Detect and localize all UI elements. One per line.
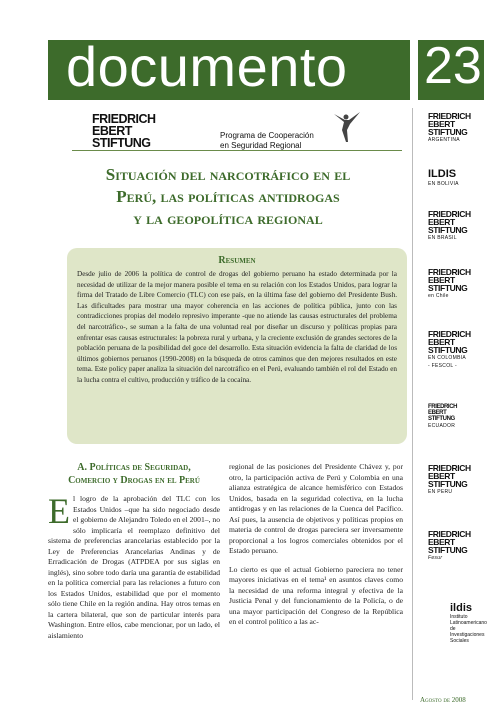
sidebar-logo-peru [428,464,498,496]
sidebar-ildis-label: ILDIS [428,168,457,180]
sidebar-logo-line: EBERT [428,217,455,227]
title-line3: y la geopolítica regional [133,209,323,228]
sidebar-logo-line: EBERT [428,537,455,547]
sidebar-logo-line: FRIEDRICH [428,111,471,121]
summary-text: Desde julio de 2006 la política de control de drogas del gobierno peruano ha estado determinada por la necesidad de utilizar de la mejor manera posible el tema en su relación con los Estados Unidos, para lograr la firma del Tratado de Libre Comercio (TLC) con ese país, en la última fase del gobierno del Presidente Bush. Las dificultades para mostrar una mayor coherencia en las acciones de política pública, junto con las contradicciones propias del modelo represivo imperante -que no atiende las causas estructurales del problema del narcotráfico-, se suman a la falta de una voluntad real por diseñar un discurso y políticas propias para enfrentar esas causas estructurales: la pobreza rural y urbana, y la creciente exclusión de grandes sectores de la población peruana de la posibilidad del goce del desarrollo. Esta situación evidencia la falta de claridad de los últimos gobiernos peruanos (1990-2008) en la búsqueda de otros caminos que den mejores resultados en este tema. Este policy paper analiza la situación del narcotráfico en el Perú, evaluando también el rol del Estado en la lucha contra el cultivo, producción y tráfico de la cocaína. [77,270,397,384]
sidebar-logo-colombia [428,330,498,370]
section-heading [48,461,220,487]
dove-figure-icon [330,108,362,146]
body-column-1 [48,491,220,641]
sidebar-logo-line: STIFTUNG [428,127,468,137]
sidebar-logo-suffix: - FESCOL - [428,363,457,369]
sidebar-logo-line: STIFTUNG [428,345,468,355]
fes-logo [92,113,156,149]
header-divider [72,150,402,151]
sidebar-ildis-subtitle: Instituto Latinoamericano de Investigaciones Sociales [450,614,487,644]
sidebar-logo-line: STIFTUNG [428,545,468,555]
sidebar-logo-ildis [428,602,498,644]
sidebar-logo-line: FRIEDRICH [428,267,471,277]
title-line2: Perú, las políticas antidrogas [116,187,340,206]
sidebar-logo-country: EN PERU [428,489,453,495]
sidebar-logo-line: FRIEDRICH [428,529,471,539]
sidebar-logo-uruguay [428,530,498,562]
fes-logo-line1: FRIEDRICH [92,112,156,126]
program-label [220,131,314,151]
sidebar-ildis-label: ildis [450,602,473,614]
sidebar-logo-line: EBERT [428,119,455,129]
title-line1: Situación del narcotráfico en el [105,165,351,184]
sidebar-logo-country: en Chile [428,293,449,299]
publication-date: Agosto de 2008 [420,696,466,704]
sidebar-logo-line: EBERT [428,337,455,347]
column1-text: l logro de la aprobación del TLC con los Estados Unidos –que ha sido negociado desde el gobierno de Alejandro Toledo en el 2001–, no sólo implicaría el reemplazo definitivo del sistema de preferencias arancelarias establecido por la Ley de Preferencias Arancelarias Andinas y de Erradicación de Drogas (ATPDEA por sus siglas en inglés), sino sobre todo daría una garantía de estabilidad en la política comercial para las relaciones a futuro con los Estados Unidos, estabilidad que por el momento sólo tiene Chile en la región andina. Hay otros temas en la cartera bilateral, que son de particular interés para Washington. Entre ellos, cabe mencionar, por un lado, el aislamiento [48,494,220,640]
sidebar-logo-line: FRIEDRICH [428,209,471,219]
sidebar-logo-line: EBERT [428,275,455,285]
issue-number-box [418,37,484,100]
sidebar-logo-country: EN COLOMBIA [428,355,467,361]
sidebar-logo-country: ARGENTINA [428,137,460,143]
column2-paragraph-2: Lo cierto es que el actual Gobierno pareciera no tener mayores iniciativas en el tema¹ en asuntos claves como la necesidad de una reforma integral y efectiva de la Justicia Penal y del funcionamiento de la Policía, o de una mayor participación del Congreso de la República en el control político a las ac- [229,564,403,626]
sidebar-logo-line: STIFTUNG [428,225,468,235]
sidebar-logo-line: STIFTUNG [428,283,468,293]
body-column-2 [229,462,403,628]
sidebar-logo-line: STIFTUNG [428,416,455,422]
drop-cap: E [48,491,70,531]
sidebar-logo-brasil [428,210,498,242]
sidebar-logo-country: ECUADOR [428,423,456,429]
document-title [48,164,408,230]
summary-heading: Resumen [218,255,256,266]
banner-title: documento [66,35,348,98]
sidebar-logo-line: EBERT [428,410,447,416]
fes-logo-line3: STIFTUNG [92,136,151,150]
program-line1: Programa de Cooperación [220,131,314,140]
issue-number: 23 [424,37,482,95]
sidebar-logo-ecuador [428,404,498,430]
header-banner [48,35,410,100]
program-line2: en Seguridad Regional [220,141,302,150]
sidebar-logo-line: FRIEDRICH [428,329,471,339]
summary-box [67,248,407,444]
sidebar-logo-chile [428,268,498,300]
sidebar-logo-line: STIFTUNG [428,479,468,489]
sidebar-logo-bolivia [428,168,498,188]
sidebar-logo-country: EN BOLIVIA [428,181,459,187]
sidebar-logo-line: FRIEDRICH [428,463,471,473]
column2-paragraph-1: regional de las posiciones del Presidente Chávez y, por otro, la participación activa de Perú y Colombia en una alianza estratégica de alcance hemisférico con Estados Unidos, basada en la seguridad colectiva, en la lucha antidrogas y en las relaciones de la Cuenca del Pacífico. Así pues, la ausencia de objetivos y políticas propios en materia de control de drogas pareciera ser inversamente proporcional a los logros comerciales obtenidos por el Estado peruano. [229,462,403,555]
sidebar-logo-line: FRIEDRICH [428,404,458,410]
sidebar-logo-country: EN BRASIL [428,235,457,241]
fes-logo-line2: EBERT [92,124,132,138]
section-heading-line2: Comercio y Drogas en el Perú [68,475,200,486]
sidebar-logo-argentina [428,112,498,144]
section-heading-line1: A. Políticas de Seguridad, [77,462,191,473]
sidebar-logo-line: EBERT [428,471,455,481]
sidebar-divider [412,108,413,700]
sidebar-logo-country: Fesur [428,555,443,561]
